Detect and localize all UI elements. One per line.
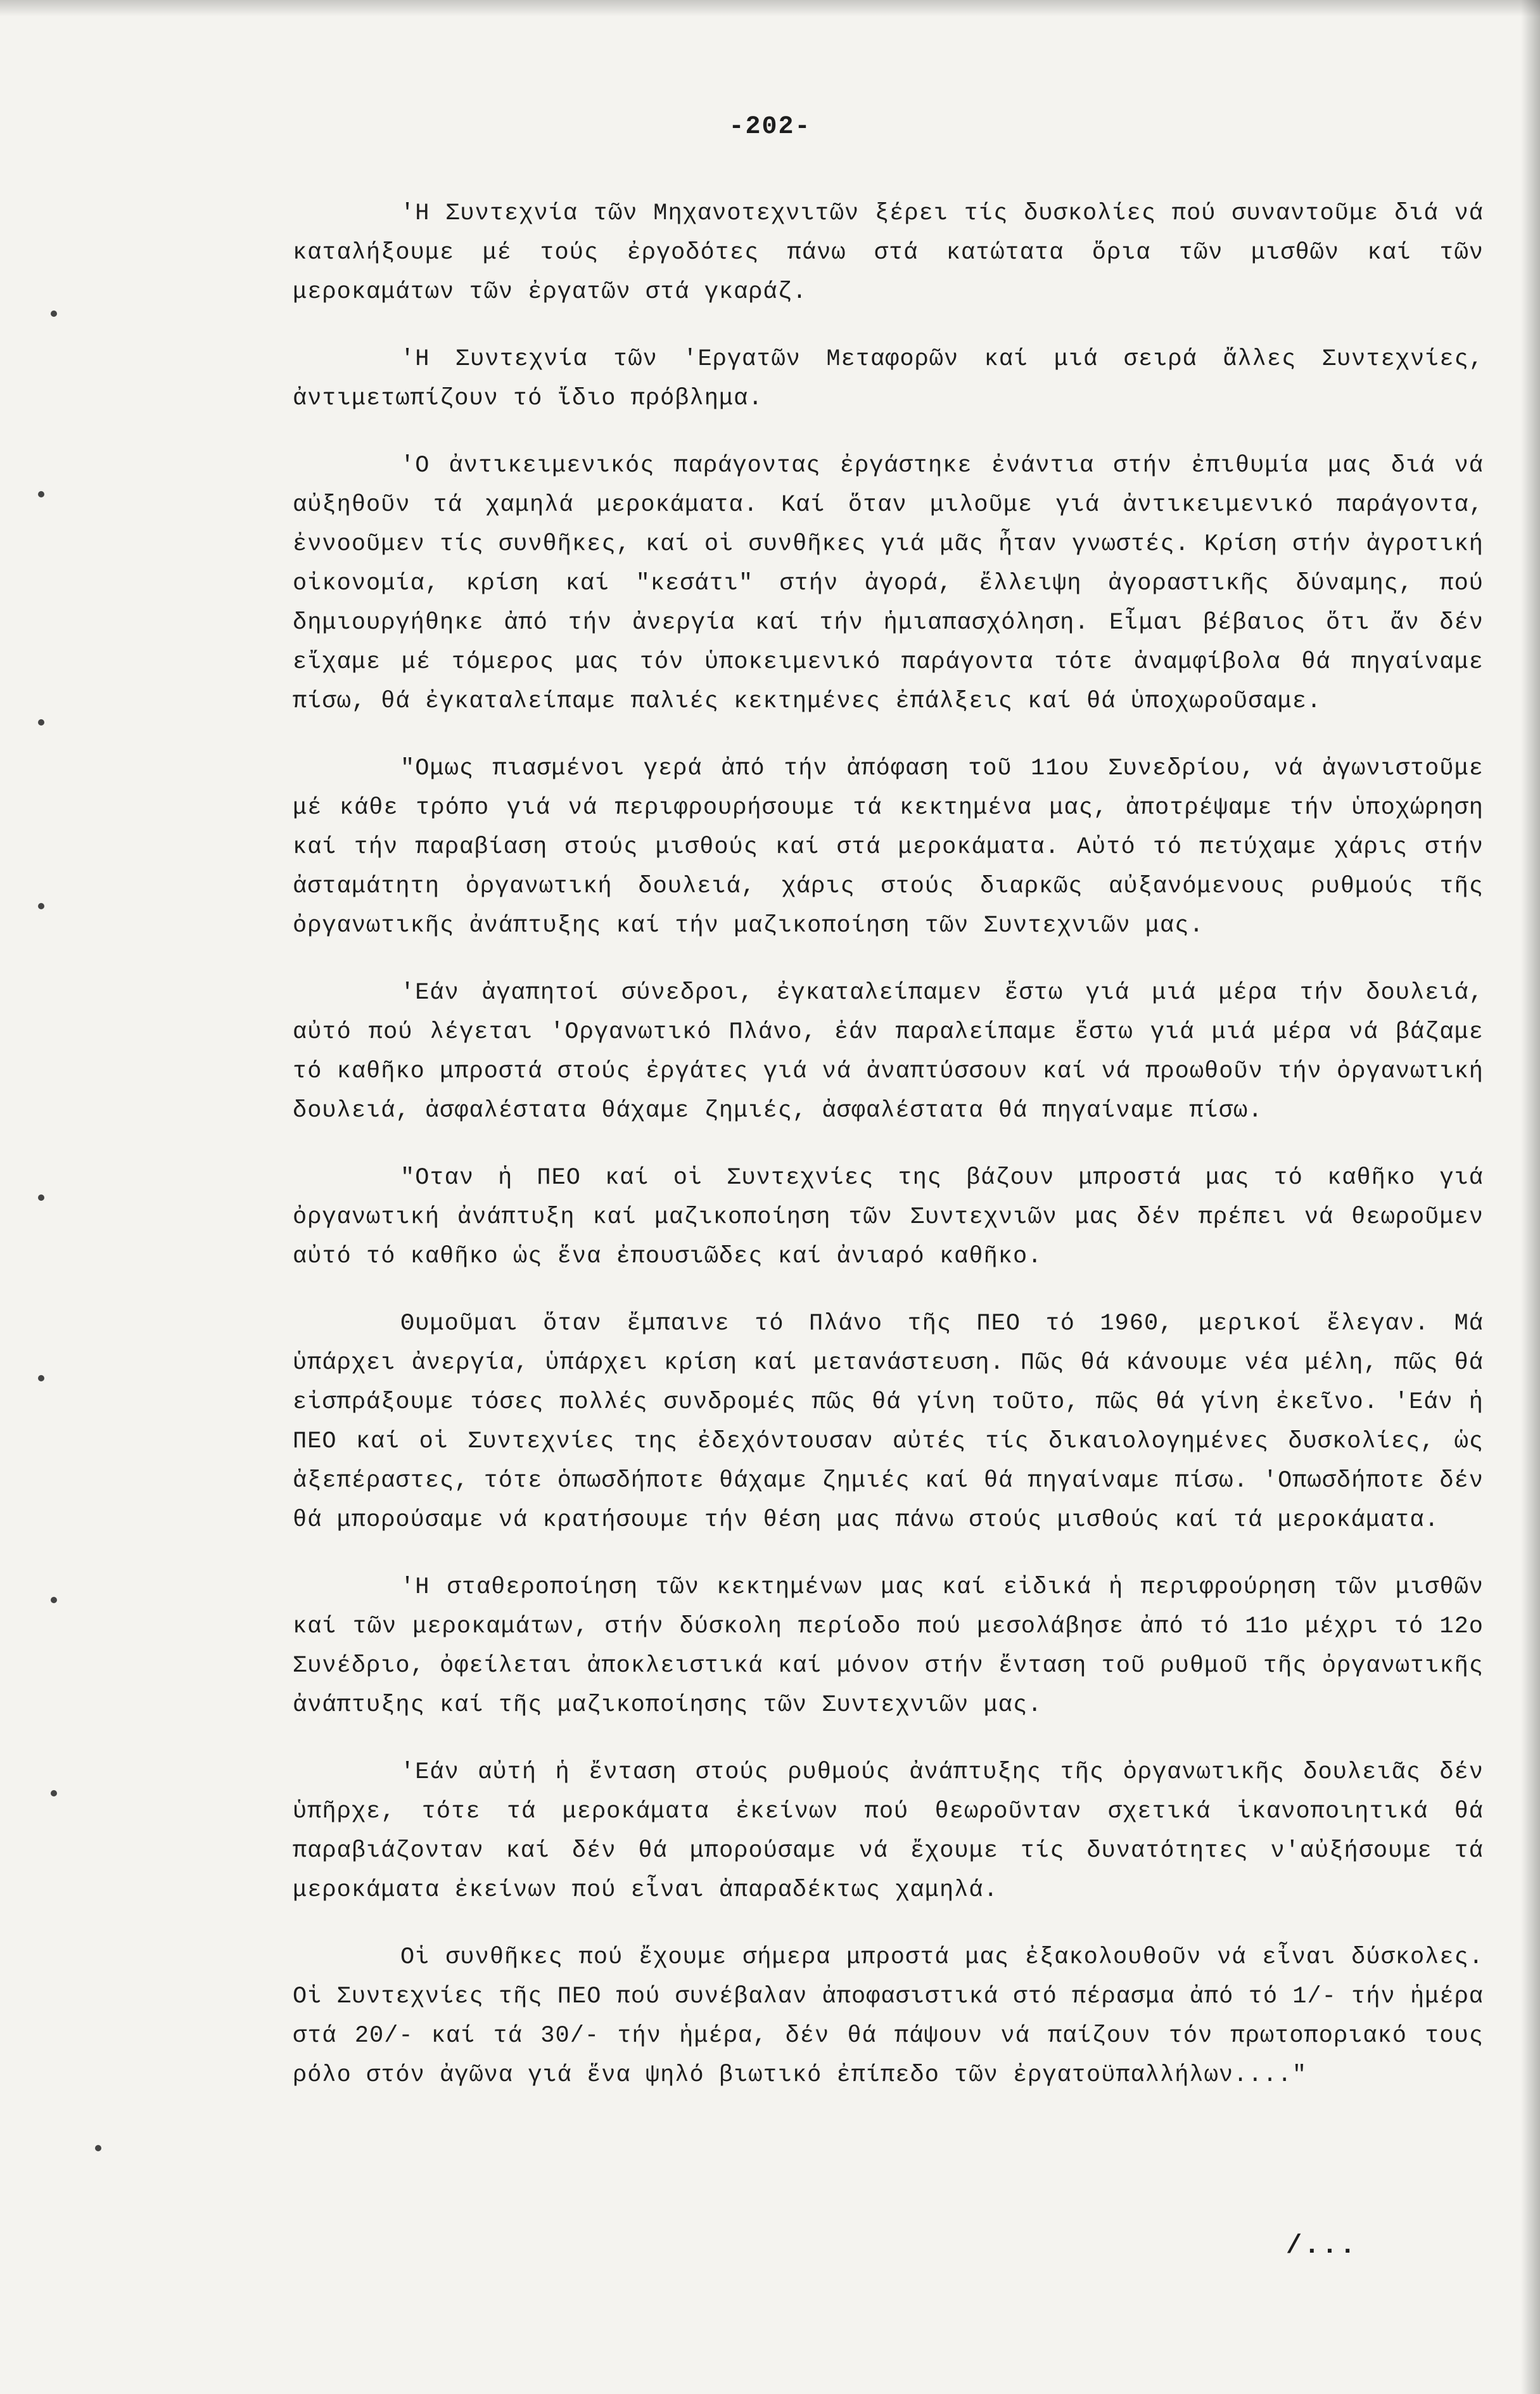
margin-dot xyxy=(38,1375,44,1381)
margin-dot xyxy=(38,1194,44,1201)
paragraph: 'Η σταθεροποίηση τῶν κεκτημένων μας καί εἰδικά ἡ περιφρούρηση τῶν μισθῶν καί τῶν μεροκαμάτων, στήν δύσκολη περίοδο πού μεσολάβησε ἀπό τό 11ο μέχρι τό 12ο Συνέδριο, ὀφείλεται ἀποκλειστικά καί μόνον στήν ἔνταση τοῦ ρυθμοῦ τῆς ὀργανωτικῆς ἀνάπτυξης καί τῆς μαζικοποίησης τῶν Συντεχνιῶν μας. xyxy=(293,1574,1484,1719)
margin-dot xyxy=(38,903,44,909)
paragraph: "Ομως πιασμένοι γερά ἀπό τήν ἀπόφαση τοῦ 11ου Συνεδρίου, νά ἀγωνιστοῦμε μέ κάθε τρόπο γιά νά περιφρουρήσουμε τά κεκτημένα μας, ἀποτρέψαμε τήν ὑποχώρηση καί τήν παραβίαση στούς μισθούς καί στά μεροκάματα. Αὐτό τό πετύχαμε χάρις στήν ἀσταμάτητη ὀργανωτική δουλειά, χάρις στούς διαρκῶς αὐξανόμενους ρυθμούς τῆς ὀργανωτικῆς ἀνάπτυξης καί τήν μαζικοποίηση τῶν Συντεχνιῶν μας. xyxy=(293,755,1484,939)
continuation-mark: /... xyxy=(1286,2231,1358,2261)
margin-dot xyxy=(51,1790,57,1796)
paragraph: Θυμοῦμαι ὅταν ἔμπαινε τό Πλάνο τῆς ΠΕΟ τό 1960, μερικοί ἔλεγαν. Μά ὑπάρχει ἀνεργία, ὑπάρχει κρίση καί μετανάστευση. Πῶς θά κάνουμε νέα μέλη, πῶς θά εἰσπράξουμε τόσες πολλές συνδρομές πῶς θά γίνη τοῦτο, πῶς θά γίνη ἐκεῖνο. 'Εάν ἡ ΠΕΟ καί οἱ Συντεχνίες της ἐδεχόντουσαν αὐτές τίς δικαιολογημένες δυσκολίες, ὡς ἀξεπέραστες, τότε ὁπωσδήποτε θάχαμε ζημιές καί θά πηγαίναμε πίσω. 'Οπωσδήποτε δέν θά μπορούσαμε νά κρατήσουμε τήν θέση μας πάνω στούς μισθούς καί τά μεροκάματα. xyxy=(293,1310,1484,1533)
paragraph: 'Η Συντεχνία τῶν 'Εργατῶν Μεταφορῶν καί μιά σειρά ἄλλες Συντεχνίες, ἀντιμετωπίζουν τό ἴδιο πρόβλημα. xyxy=(293,346,1484,412)
body-text xyxy=(293,194,1484,2123)
margin-dot xyxy=(51,310,57,317)
margin-dot xyxy=(38,719,44,726)
page-number: -202- xyxy=(729,113,811,141)
paragraph: Οἱ συνθῆκες πού ἔχουμε σήμερα μπροστά μας ἐξακολουθοῦν νά εἶναι δύσκολες. Οἱ Συντεχνίες τῆς ΠΕΟ πού συνέβαλαν ἀποφασιστικά στό πέρασμα ἀπό τό 1/- τήν ἡμέρα στά 20/- καί τά 30/- τήν ἡμέρα, δέν θά πάψουν νά παίζουν τόν πρωτοποριακό τους ρόλο στόν ἀγῶνα γιά ἕνα ψηλό βιωτικό ἐπίπεδο τῶν ἐργατοϋπαλλήλων...." xyxy=(293,1944,1484,2089)
margin-dot xyxy=(51,1597,57,1603)
paragraph: 'Ο ἀντικειμενικός παράγοντας ἐργάστηκε ἐνάντια στήν ἐπιθυμία μας διά νά αὐξηθοῦν τά χαμηλά μεροκάματα. Καί ὅταν μιλοῦμε γιά ἀντικειμενικό παράγοντα, ἐννοοῦμεν τίς συνθῆκες, καί οἱ συνθῆκες γιά μᾶς ἦταν γνωστές. Κρίση στήν ἀγροτική οἰκονομία, κρίση καί "κεσάτι" στήν ἀγορά, ἔλλειψη ἀγοραστικῆς δύναμης, πού δημιουργήθηκε ἀπό τήν ἀνεργία καί τήν ἡμιαπασχόληση. Εἶμαι βέβαιος ὅτι ἄν δέν εἴχαμε μέ τόμερος μας τόν ὑποκειμενικό παράγοντα τότε ἀναμφίβολα θά πηγαίναμε πίσω, θά ἐγκαταλείπαμε παλιές κεκτημένες ἐπάλξεις καί θά ὑποχωροῦσαμε. xyxy=(293,452,1484,715)
margin-dot xyxy=(38,491,44,497)
paragraph: 'Εάν ἀγαπητοί σύνεδροι, ἐγκαταλείπαμεν ἔστω γιά μιά μέρα τήν δουλειά, αὐτό πού λέγεται 'Οργανωτικό Πλάνο, ἐάν παραλείπαμε ἔστω γιά μιά μέρα νά βάζαμε τό καθῆκο μπροστά στούς ἐργάτες γιά νά ἀναπτύσσουν καί νά προωθοῦν τήν ὀργανωτική δουλειά, ἀσφαλέστατα θάχαμε ζημιές, ἀσφαλέστατα θά πηγαίναμε πίσω. xyxy=(293,980,1484,1124)
scan-top-shadow xyxy=(0,0,1540,16)
scan-edge-shadow xyxy=(1521,0,1540,2394)
paragraph: "Οταν ἡ ΠΕΟ καί οἱ Συντεχνίες της βάζουν μπροστά μας τό καθῆκο γιά ὀργανωτική ἀνάπτυξη καί μαζικοποίηση τῶν Συντεχνιῶν μας δέν πρέπει νά θεωροῦμεν αὐτό τό καθῆκο ὡς ἕνα ἐπουσιῶδες καί ἀνιαρό καθῆκο. xyxy=(293,1165,1484,1270)
paragraph: 'Η Συντεχνία τῶν Μηχανοτεχνιτῶν ξέρει τίς δυσκολίες πού συναντοῦμε διά νά καταλήξουμε μέ τούς ἐργοδότες πάνω στά κατώτατα ὅρια τῶν μισθῶν καί τῶν μεροκαμάτων τῶν ἐργατῶν στά γκαράζ. xyxy=(293,200,1484,305)
paragraph: 'Εάν αὐτή ἡ ἔνταση στούς ρυθμούς ἀνάπτυξης τῆς ὀργανωτικῆς δουλειᾶς δέν ὑπῆρχε, τότε τά μεροκάματα ἐκείνων πού θεωροῦνταν σχετικά ἱκανοποιητικά θά παραβιάζονταν καί δέν θά μπορούσαμε νά ἔχουμε τίς δυνατότητες ν'αὐξήσουμε τά μεροκάματα ἐκείνων πού εἶναι ἀπαραδέκτως χαμηλά. xyxy=(293,1759,1484,1904)
margin-dot xyxy=(95,2145,101,2151)
